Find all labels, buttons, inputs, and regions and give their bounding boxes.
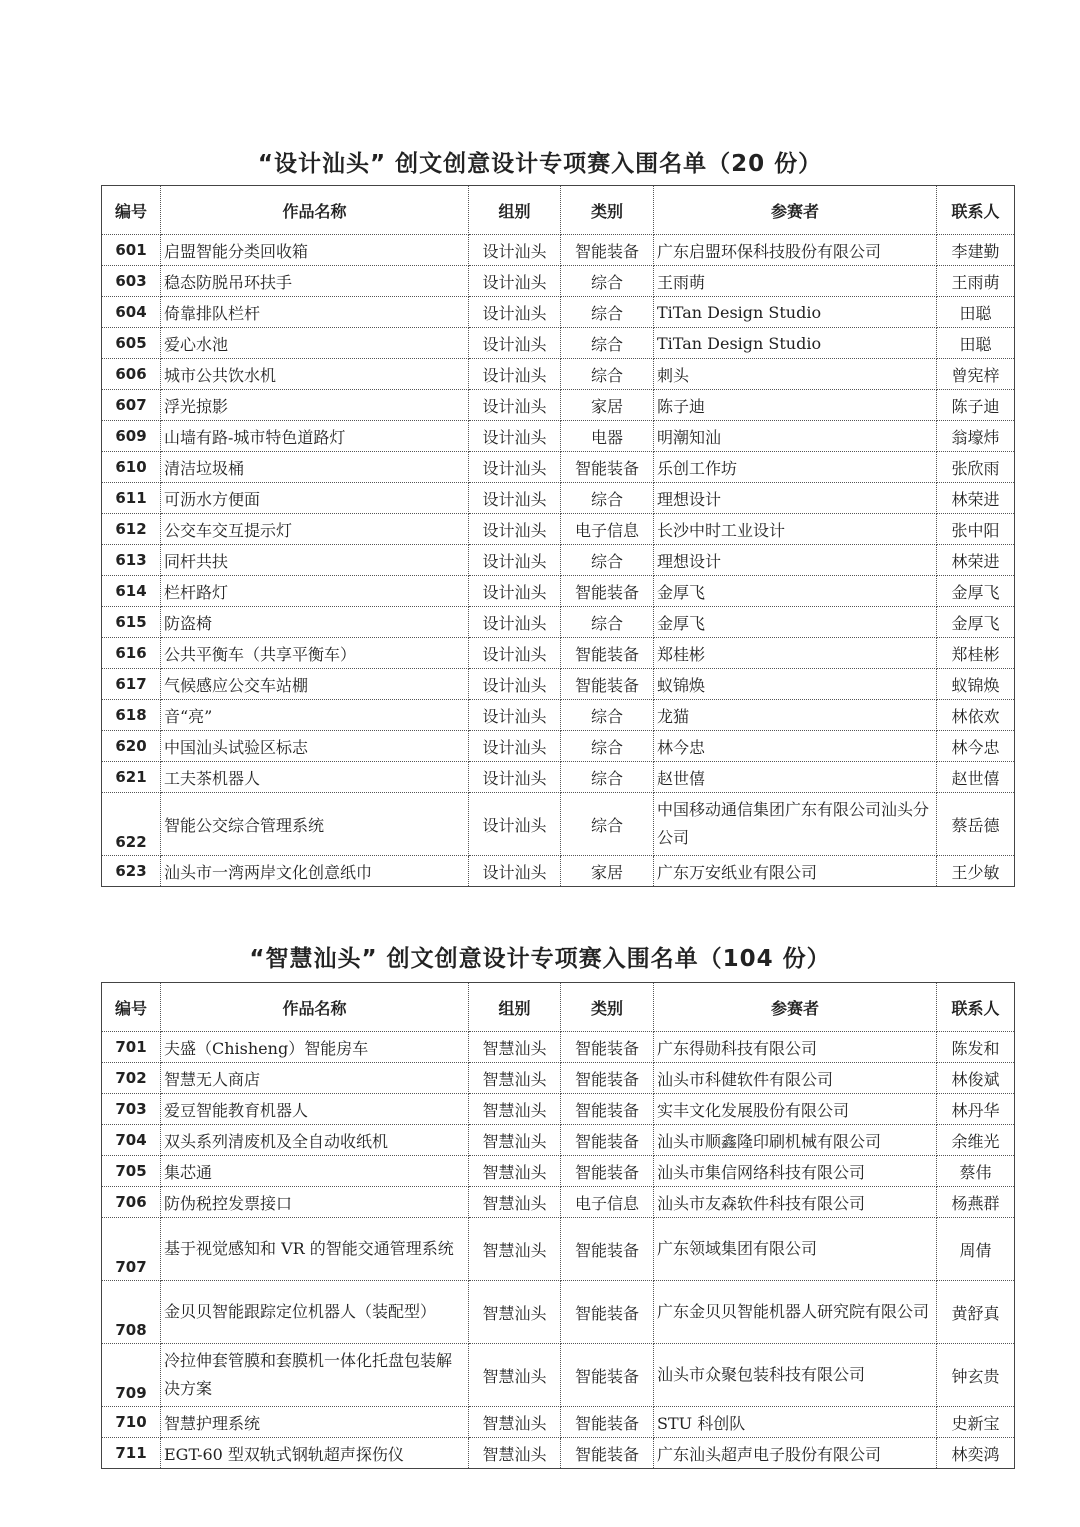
table-row: [102, 669, 1015, 700]
header-category: 类别: [561, 186, 654, 235]
cell-id: 709: [102, 1344, 161, 1407]
cell-contact: 田聪: [937, 328, 1015, 359]
table-row: [102, 514, 1015, 545]
table-row: [102, 1344, 1015, 1407]
cell-work-name: 公共平衡车（共享平衡车）: [161, 638, 469, 669]
cell-work-name: 启盟智能分类回收箱: [161, 235, 469, 266]
cell-category: 智能装备: [561, 1438, 654, 1469]
table-row: [102, 1218, 1015, 1281]
cell-contact: 赵世僖: [937, 762, 1015, 793]
cell-id: 622: [102, 793, 161, 856]
cell-group: 设计汕头: [469, 266, 561, 297]
cell-participant: 广东得勋科技有限公司: [654, 1032, 937, 1063]
cell-participant: 实丰文化发展股份有限公司: [654, 1094, 937, 1125]
cell-category: 智能装备: [561, 576, 654, 607]
cell-contact: 林丹华: [937, 1094, 1015, 1125]
cell-participant: 金厚飞: [654, 607, 937, 638]
cell-participant: 汕头市集信网络科技有限公司: [654, 1156, 937, 1187]
cell-category: 智能装备: [561, 1125, 654, 1156]
cell-work-name: 防伪税控发票接口: [161, 1187, 469, 1218]
header-participant: 参赛者: [654, 186, 937, 235]
cell-work-name: 爱豆智能教育机器人: [161, 1094, 469, 1125]
cell-work-name: 公交车交互提示灯: [161, 514, 469, 545]
cell-contact: 翁壕炜: [937, 421, 1015, 452]
cell-group: 设计汕头: [469, 421, 561, 452]
smart-shantou-table: [101, 982, 1015, 1469]
cell-participant: 郑桂彬: [654, 638, 937, 669]
cell-category: 智能装备: [561, 235, 654, 266]
header-id: 编号: [102, 983, 161, 1032]
cell-work-name: 中国汕头试验区标志: [161, 731, 469, 762]
table-row: [102, 1187, 1015, 1218]
table-row: [102, 266, 1015, 297]
table-row: [102, 235, 1015, 266]
table-row: [102, 297, 1015, 328]
cell-work-name: 防盗椅: [161, 607, 469, 638]
cell-contact: 林俊斌: [937, 1063, 1015, 1094]
cell-contact: 曾宪梓: [937, 359, 1015, 390]
cell-participant: 广东金贝贝智能机器人研究院有限公司: [654, 1281, 937, 1344]
cell-category: 智能装备: [561, 1218, 654, 1281]
cell-id: 706: [102, 1187, 161, 1218]
cell-work-name: 汕头市一湾两岸文化创意纸巾: [161, 856, 469, 887]
cell-group: 设计汕头: [469, 607, 561, 638]
cell-category: 综合: [561, 359, 654, 390]
header-id: 编号: [102, 186, 161, 235]
cell-work-name: 城市公共饮水机: [161, 359, 469, 390]
design-shantou-table: [101, 185, 1015, 887]
cell-group: 设计汕头: [469, 359, 561, 390]
table-row: [102, 421, 1015, 452]
table-row: [102, 731, 1015, 762]
cell-participant: 汕头市科健软件有限公司: [654, 1063, 937, 1094]
cell-category: 综合: [561, 607, 654, 638]
cell-group: 设计汕头: [469, 328, 561, 359]
cell-contact: 陈发和: [937, 1032, 1015, 1063]
cell-group: 智慧汕头: [469, 1156, 561, 1187]
cell-work-name: 倚靠排队栏杆: [161, 297, 469, 328]
cell-group: 智慧汕头: [469, 1125, 561, 1156]
cell-participant: 汕头市顺鑫隆印刷机械有限公司: [654, 1125, 937, 1156]
table-row: [102, 390, 1015, 421]
cell-participant: TiTan Design Studio: [654, 297, 937, 328]
cell-category: 电子信息: [561, 514, 654, 545]
cell-participant: TiTan Design Studio: [654, 328, 937, 359]
table-row: [102, 452, 1015, 483]
cell-participant: 林今忠: [654, 731, 937, 762]
table-row: [102, 1156, 1015, 1187]
cell-work-name: 同杆共扶: [161, 545, 469, 576]
cell-contact: 金厚飞: [937, 607, 1015, 638]
cell-contact: 陈子迪: [937, 390, 1015, 421]
cell-contact: 郑桂彬: [937, 638, 1015, 669]
cell-work-name: 浮光掠影: [161, 390, 469, 421]
cell-group: 智慧汕头: [469, 1344, 561, 1407]
cell-work-name: 可沥水方便面: [161, 483, 469, 514]
cell-id: 705: [102, 1156, 161, 1187]
cell-id: 614: [102, 576, 161, 607]
cell-id: 612: [102, 514, 161, 545]
table-header-row: [102, 186, 1015, 235]
cell-contact: 林今忠: [937, 731, 1015, 762]
cell-id: 704: [102, 1125, 161, 1156]
cell-id: 621: [102, 762, 161, 793]
cell-participant: 汕头市友森软件科技有限公司: [654, 1187, 937, 1218]
cell-group: 设计汕头: [469, 235, 561, 266]
cell-work-name: 冷拉伸套管膜和套膜机一体化托盘包装解决方案: [161, 1344, 469, 1407]
cell-id: 708: [102, 1281, 161, 1344]
header-group: 组别: [469, 983, 561, 1032]
cell-participant: 龙猫: [654, 700, 937, 731]
table-row: [102, 1032, 1015, 1063]
table-row: [102, 1094, 1015, 1125]
cell-category: 综合: [561, 700, 654, 731]
cell-participant: 广东汕头超声电子股份有限公司: [654, 1438, 937, 1469]
cell-group: 智慧汕头: [469, 1094, 561, 1125]
cell-participant: 广东万安纸业有限公司: [654, 856, 937, 887]
cell-work-name: 智慧无人商店: [161, 1063, 469, 1094]
cell-id: 618: [102, 700, 161, 731]
cell-id: 613: [102, 545, 161, 576]
cell-id: 611: [102, 483, 161, 514]
table-row: [102, 359, 1015, 390]
cell-participant: 金厚飞: [654, 576, 937, 607]
table-row: [102, 638, 1015, 669]
cell-group: 设计汕头: [469, 731, 561, 762]
cell-group: 设计汕头: [469, 793, 561, 856]
cell-category: 电子信息: [561, 1187, 654, 1218]
cell-id: 603: [102, 266, 161, 297]
cell-work-name: 金贝贝智能跟踪定位机器人（装配型）: [161, 1281, 469, 1344]
cell-category: 综合: [561, 328, 654, 359]
cell-id: 609: [102, 421, 161, 452]
cell-category: 智能装备: [561, 638, 654, 669]
table-row: [102, 1281, 1015, 1344]
header-category: 类别: [561, 983, 654, 1032]
cell-id: 623: [102, 856, 161, 887]
cell-participant: STU 科创队: [654, 1407, 937, 1438]
cell-category: 综合: [561, 545, 654, 576]
cell-work-name: 山墙有路-城市特色道路灯: [161, 421, 469, 452]
cell-group: 设计汕头: [469, 669, 561, 700]
cell-contact: 张中阳: [937, 514, 1015, 545]
cell-id: 615: [102, 607, 161, 638]
cell-work-name: 夫盛（Chisheng）智能房车: [161, 1032, 469, 1063]
header-group: 组别: [469, 186, 561, 235]
cell-contact: 林荣进: [937, 483, 1015, 514]
cell-contact: 余维光: [937, 1125, 1015, 1156]
cell-id: 701: [102, 1032, 161, 1063]
cell-group: 设计汕头: [469, 297, 561, 328]
cell-category: 综合: [561, 297, 654, 328]
cell-group: 智慧汕头: [469, 1281, 561, 1344]
table-row: [102, 856, 1015, 887]
cell-contact: 周倩: [937, 1218, 1015, 1281]
cell-group: 设计汕头: [469, 390, 561, 421]
cell-id: 620: [102, 731, 161, 762]
table-row: [102, 1063, 1015, 1094]
header-contact: 联系人: [937, 983, 1015, 1032]
cell-group: 智慧汕头: [469, 1438, 561, 1469]
cell-work-name: 智能公交综合管理系统: [161, 793, 469, 856]
cell-category: 智能装备: [561, 1032, 654, 1063]
cell-category: 综合: [561, 793, 654, 856]
cell-id: 604: [102, 297, 161, 328]
cell-participant: 蚁锦焕: [654, 669, 937, 700]
cell-id: 711: [102, 1438, 161, 1469]
header-work-name: 作品名称: [161, 186, 469, 235]
cell-category: 智能装备: [561, 1156, 654, 1187]
cell-work-name: 工夫茶机器人: [161, 762, 469, 793]
cell-category: 综合: [561, 762, 654, 793]
section1-title: “设计汕头” 创文创意设计专项赛入围名单（20 份）: [257, 151, 823, 177]
cell-category: 综合: [561, 731, 654, 762]
cell-id: 605: [102, 328, 161, 359]
cell-contact: 林依欢: [937, 700, 1015, 731]
cell-category: 智能装备: [561, 1094, 654, 1125]
table-row: [102, 793, 1015, 856]
cell-id: 610: [102, 452, 161, 483]
table-row: [102, 483, 1015, 514]
header-work-name: 作品名称: [161, 983, 469, 1032]
cell-contact: 张欣雨: [937, 452, 1015, 483]
cell-contact: 杨燕群: [937, 1187, 1015, 1218]
cell-category: 家居: [561, 856, 654, 887]
cell-group: 设计汕头: [469, 700, 561, 731]
cell-id: 710: [102, 1407, 161, 1438]
cell-participant: 赵世僖: [654, 762, 937, 793]
cell-contact: 蚁锦焕: [937, 669, 1015, 700]
cell-participant: 理想设计: [654, 483, 937, 514]
cell-category: 家居: [561, 390, 654, 421]
cell-work-name: 清洁垃圾桶: [161, 452, 469, 483]
cell-group: 设计汕头: [469, 545, 561, 576]
cell-contact: 王少敏: [937, 856, 1015, 887]
cell-participant: 理想设计: [654, 545, 937, 576]
cell-category: 智能装备: [561, 452, 654, 483]
cell-id: 607: [102, 390, 161, 421]
cell-category: 智能装备: [561, 1281, 654, 1344]
table-row: [102, 607, 1015, 638]
cell-contact: 史新宝: [937, 1407, 1015, 1438]
cell-id: 703: [102, 1094, 161, 1125]
cell-category: 综合: [561, 266, 654, 297]
cell-contact: 王雨萌: [937, 266, 1015, 297]
section2-title: “智慧汕头” 创文创意设计专项赛入围名单（104 份）: [249, 946, 831, 972]
cell-contact: 蔡伟: [937, 1156, 1015, 1187]
cell-work-name: 基于视觉感知和 VR 的智能交通管理系统: [161, 1218, 469, 1281]
cell-work-name: 稳态防脱吊环扶手: [161, 266, 469, 297]
cell-group: 设计汕头: [469, 514, 561, 545]
cell-contact: 田聪: [937, 297, 1015, 328]
cell-id: 707: [102, 1218, 161, 1281]
cell-participant: 长沙中时工业设计: [654, 514, 937, 545]
table-row: [102, 1407, 1015, 1438]
cell-participant: 乐创工作坊: [654, 452, 937, 483]
cell-group: 智慧汕头: [469, 1407, 561, 1438]
cell-id: 617: [102, 669, 161, 700]
cell-category: 智能装备: [561, 1344, 654, 1407]
cell-work-name: 栏杆路灯: [161, 576, 469, 607]
cell-id: 616: [102, 638, 161, 669]
cell-participant: 广东启盟环保科技股份有限公司: [654, 235, 937, 266]
cell-category: 智能装备: [561, 1063, 654, 1094]
cell-participant: 汕头市众聚包装科技有限公司: [654, 1344, 937, 1407]
cell-group: 设计汕头: [469, 762, 561, 793]
cell-work-name: 集芯通: [161, 1156, 469, 1187]
cell-work-name: EGT-60 型双轨式钢轨超声探伤仪: [161, 1438, 469, 1469]
cell-work-name: 爱心水池: [161, 328, 469, 359]
cell-participant: 广东领域集团有限公司: [654, 1218, 937, 1281]
cell-group: 设计汕头: [469, 483, 561, 514]
cell-work-name: 双头系列清废机及全自动收纸机: [161, 1125, 469, 1156]
cell-contact: 林奕鸿: [937, 1438, 1015, 1469]
cell-group: 智慧汕头: [469, 1063, 561, 1094]
table-row: [102, 700, 1015, 731]
table-header-row: [102, 983, 1015, 1032]
cell-category: 智能装备: [561, 669, 654, 700]
cell-group: 设计汕头: [469, 576, 561, 607]
table-row: [102, 576, 1015, 607]
cell-group: 设计汕头: [469, 856, 561, 887]
cell-participant: 中国移动通信集团广东有限公司汕头分公司: [654, 793, 937, 856]
table-row: [102, 1438, 1015, 1469]
cell-contact: 蔡岳德: [937, 793, 1015, 856]
cell-category: 智能装备: [561, 1407, 654, 1438]
header-contact: 联系人: [937, 186, 1015, 235]
cell-category: 综合: [561, 483, 654, 514]
table-row: [102, 545, 1015, 576]
cell-contact: 黄舒真: [937, 1281, 1015, 1344]
header-participant: 参赛者: [654, 983, 937, 1032]
cell-work-name: 智慧护理系统: [161, 1407, 469, 1438]
table-row: [102, 762, 1015, 793]
cell-group: 智慧汕头: [469, 1032, 561, 1063]
cell-id: 606: [102, 359, 161, 390]
cell-participant: 刺头: [654, 359, 937, 390]
cell-contact: 金厚飞: [937, 576, 1015, 607]
cell-participant: 陈子迪: [654, 390, 937, 421]
cell-category: 电器: [561, 421, 654, 452]
cell-id: 601: [102, 235, 161, 266]
cell-group: 设计汕头: [469, 452, 561, 483]
cell-group: 智慧汕头: [469, 1187, 561, 1218]
cell-contact: 李建勤: [937, 235, 1015, 266]
cell-group: 设计汕头: [469, 638, 561, 669]
cell-group: 智慧汕头: [469, 1218, 561, 1281]
cell-id: 702: [102, 1063, 161, 1094]
table-row: [102, 328, 1015, 359]
cell-participant: 明潮知汕: [654, 421, 937, 452]
cell-work-name: 气候感应公交车站棚: [161, 669, 469, 700]
cell-participant: 王雨萌: [654, 266, 937, 297]
cell-contact: 钟玄贵: [937, 1344, 1015, 1407]
cell-contact: 林荣进: [937, 545, 1015, 576]
table-row: [102, 1125, 1015, 1156]
cell-work-name: 音“亮”: [161, 700, 469, 731]
